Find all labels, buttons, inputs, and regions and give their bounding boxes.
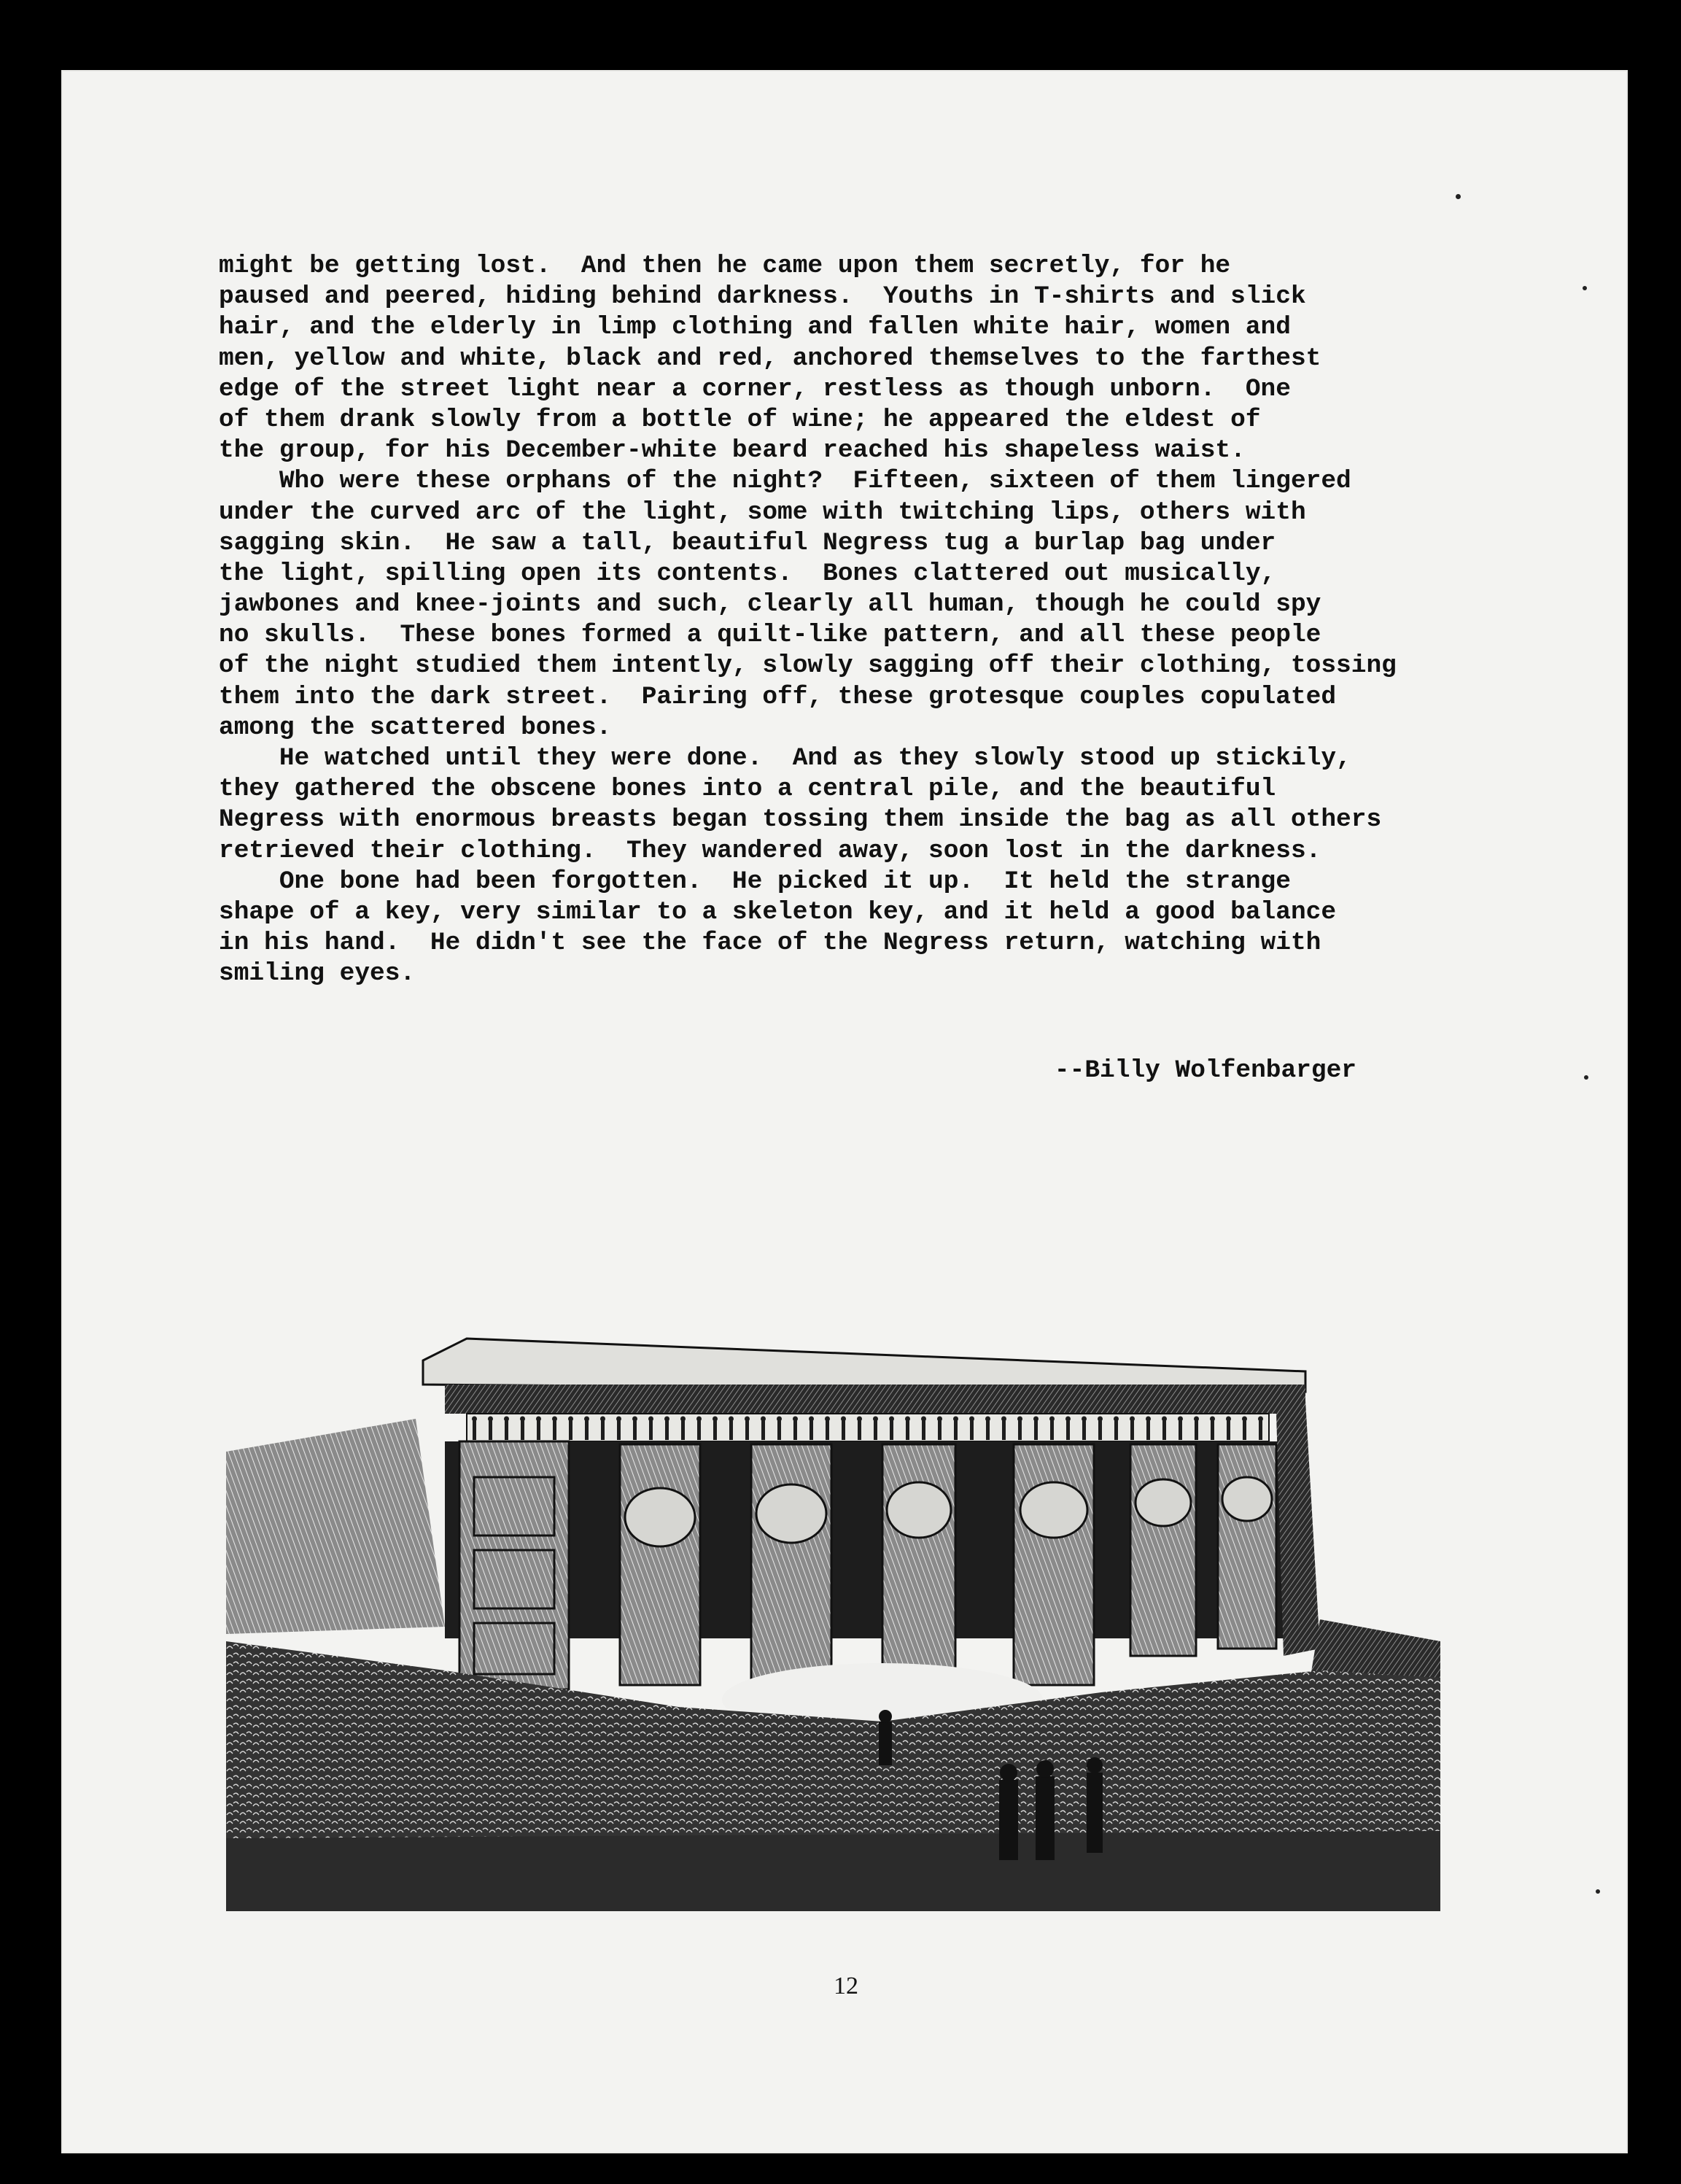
page-number: 12: [834, 1972, 858, 1999]
story-line: the group, for his December-white beard reached his shapeless waist.: [219, 436, 1246, 465]
story-line: among the scattered bones.: [219, 713, 612, 742]
story-line: they gathered the obscene bones into a central pile, and the beautiful: [219, 775, 1276, 804]
story-line: the light, spilling open its contents. Bones clattered out musically,: [219, 559, 1276, 588]
story-line: shape of a key, very similar to a skeleton key, and it held a good balance: [219, 897, 1337, 926]
story-line: edge of the street light near a corner, restless as though unborn. One: [219, 374, 1291, 403]
story-line: no skulls. These bones formed a quilt-like pattern, and all these people: [219, 621, 1321, 650]
story-line: might be getting lost. And then he came upon them secretly, for he: [219, 252, 1231, 280]
story-line: Who were these orphans of the night? Fifteen, sixteen of them lingered: [219, 467, 1351, 496]
scan-speck: [1584, 1075, 1588, 1080]
story-line: them into the dark street. Pairing off, these grotesque couples copulated: [219, 682, 1337, 711]
story-line: paused and peered, hiding behind darkness. Youths in T-shirts and slick: [219, 282, 1306, 311]
story-line: smiling eyes.: [219, 959, 416, 988]
story-line: hair, and the elderly in limp clothing and fallen white hair, women and: [219, 313, 1291, 342]
story-line: in his hand. He didn't see the face of the Negress return, watching with: [219, 929, 1321, 958]
scan-speck: [1583, 286, 1587, 290]
story-line: jawbones and knee-joints and such, clearly all human, though he could spy: [219, 590, 1321, 619]
story-line: under the curved arc of the light, some with twitching lips, others with: [219, 497, 1306, 527]
author-signature: --Billy Wolfenbarger: [1054, 1056, 1356, 1085]
temple-engraving-icon: [226, 1328, 1440, 1911]
story-line: sagging skin. He saw a tall, beautiful Negress tug a burlap bag under: [219, 528, 1276, 557]
story-line: of them drank slowly from a bottle of wine; he appeared the eldest of: [219, 405, 1261, 434]
story-line: Negress with enormous breasts began tossing them inside the bag as all others: [219, 805, 1382, 835]
scan-speck: [1596, 1889, 1600, 1894]
story-line: He watched until they were done. And as they slowly stood up stickily,: [219, 744, 1351, 772]
story-line: of the night studied them intently, slowly sagging off their clothing, tossing: [219, 651, 1397, 681]
story-text: [219, 251, 1444, 990]
story-line: One bone had been forgotten. He picked it up. It held the strange: [219, 867, 1291, 896]
story-line: men, yellow and white, black and red, anchored themselves to the farthest: [219, 344, 1321, 373]
scan-speck: [1456, 194, 1461, 199]
story-line: retrieved their clothing. They wandered away, soon lost in the darkness.: [219, 836, 1321, 865]
